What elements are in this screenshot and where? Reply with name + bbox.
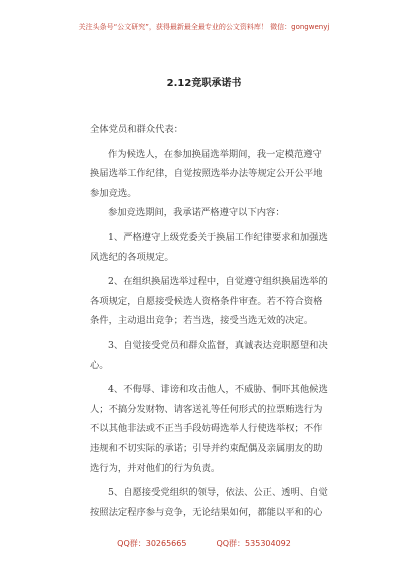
body-line: 按照法定程序参与竞争，无论结果如何，都能以平和的心 [90,506,323,518]
salutation-line: 全体党员和群众代表： [90,124,183,135]
body-line: 换届选举工作纪律，自觉按照选举办法等规定公开公平地 [90,168,323,180]
body-line: 违规和不切实际的承诺；引导并约束配偶及亲属朋友的助 [90,442,323,454]
footer [0,538,408,549]
body-line: 心。 [90,359,109,371]
header-banner: 关注头条号“公文研究”，获得最新最全最专业的公文资料库！ 微信：gongwenyj [78,23,330,31]
body-line: 条件，主动退出竞争；若当选，接受当选无效的决定。 [90,315,314,327]
footer-qq-group-1: QQ群：30265665 [117,539,187,548]
body-line: 作为候选人，在参加换届选举期间，我一定模范遵守 [108,148,322,160]
body-line: 4、不侮辱、诽谤和攻击他人，不威胁、恫吓其他候选 [108,384,328,396]
body-line: 1、严格遵守上级党委关于换届工作纪律要求和加强选 [108,231,328,243]
body-line: 5、自愿接受党组织的领导，依法、公正、透明、自觉 [108,487,328,499]
body-line: 各项规定，自愿接受候选人资格条件审查。若不符合资格 [90,295,323,307]
body-line: 参加竞选期间，我承诺严格遵守以下内容： [108,207,285,219]
body-line: 选行为，并对他们的行为负责。 [90,462,221,474]
document-title: 2.12竞职承诺书 [166,78,242,89]
document-body [90,120,352,522]
body-line: 2、在组织换届选举过程中，自觉遵守组织换届选举的 [108,276,328,288]
footer-qq-group-2: QQ群：535304092 [216,539,291,548]
body-line: 风选纪的各项规定。 [90,251,174,263]
body-line: 人；不搞分发财物、请客送礼等任何形式的拉票贿选行为 [90,403,323,415]
body-line: 3、自觉接受党员和群众监督，真诚表达竞职愿望和决 [108,339,328,351]
body-line: 不以其他非法或不正当手段妨碍选举人行使选举权；不作 [90,423,323,435]
body-line: 参加竞选。 [90,187,137,199]
